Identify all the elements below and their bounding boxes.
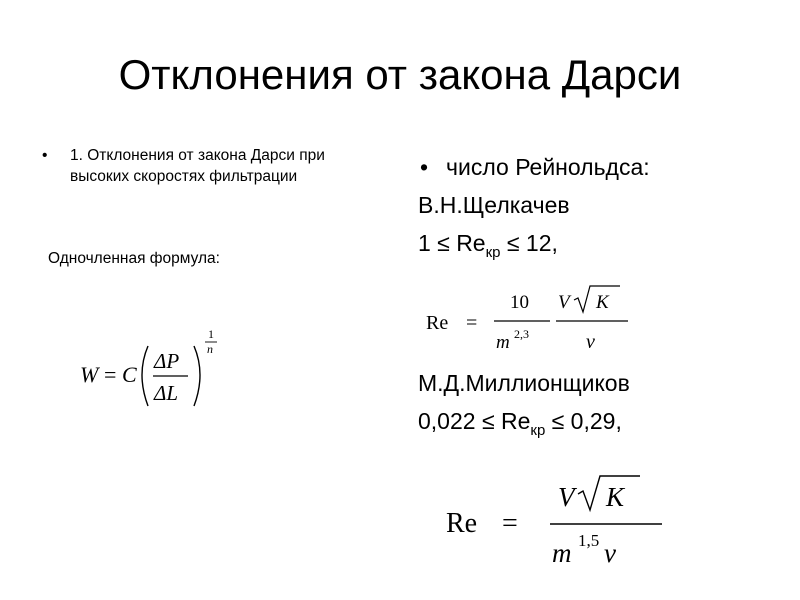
formula-eq: = (104, 362, 117, 387)
darcy-power-formula (78, 322, 238, 422)
slide-title: Отклонения от закона Дарси (118, 51, 682, 98)
formula-C: C (122, 362, 137, 387)
range2-suffix: ≤ 0,29, (545, 408, 622, 434)
range1-subscript: кр (485, 244, 501, 261)
range2-prefix: 0,022 ≤ Re (418, 408, 531, 434)
formula2-eq: = (502, 508, 518, 539)
range-millionshchikov (418, 402, 788, 440)
formula1-num1: 10 (510, 292, 529, 313)
reynolds-bullet: • число Рейнольдса: (418, 148, 788, 186)
formula1-num2-K: K (596, 292, 609, 313)
formula1-eq: = (466, 312, 478, 334)
left-paren (142, 346, 148, 406)
author-millionshchikov: М.Д.Миллионщиков (418, 370, 630, 396)
right-paren (194, 346, 200, 406)
formula1-den1-base: m (496, 332, 510, 353)
reynolds-formula-shchelkachev (420, 282, 640, 362)
formula2-num-K: K (606, 482, 625, 512)
formula1-den1-exp: 2,3 (514, 327, 529, 341)
range-shchelkachev (418, 224, 788, 262)
formula1-num2-V: V (558, 292, 570, 313)
formula2-num-V: V (558, 482, 575, 512)
right-column (418, 148, 788, 262)
reynolds-formula-millionshchikov (440, 470, 680, 580)
range2-subscript: кр (530, 422, 546, 439)
author-shchelkachev: В.Н.Щелкачев (418, 192, 570, 218)
formula-denominator: ΔL (154, 381, 179, 405)
right-column-lower (418, 364, 788, 440)
range1-prefix: 1 ≤ Re (418, 230, 486, 256)
formula-W: W (80, 362, 99, 387)
formula1-den2: ν (586, 331, 595, 353)
formula-label: Одночленная формула: (48, 250, 220, 267)
formula2-den-base: m (552, 538, 572, 568)
left-bullet-item: • 1. Отклонения от закона Дарси при высоких скоростях фильтрации (40, 145, 380, 187)
formula2-lhs: Re (446, 508, 478, 539)
formula2-den-exp: 1,5 (578, 531, 600, 550)
range1-suffix: ≤ 12, (500, 230, 558, 256)
formula1-lhs: Re (426, 312, 449, 334)
left-column (40, 145, 380, 187)
formula-numerator: ΔP (154, 349, 180, 373)
formula-exp-den: n (207, 342, 213, 356)
formula-exp-num: 1 (208, 327, 214, 341)
formula2-den-nu: ν (604, 538, 616, 568)
